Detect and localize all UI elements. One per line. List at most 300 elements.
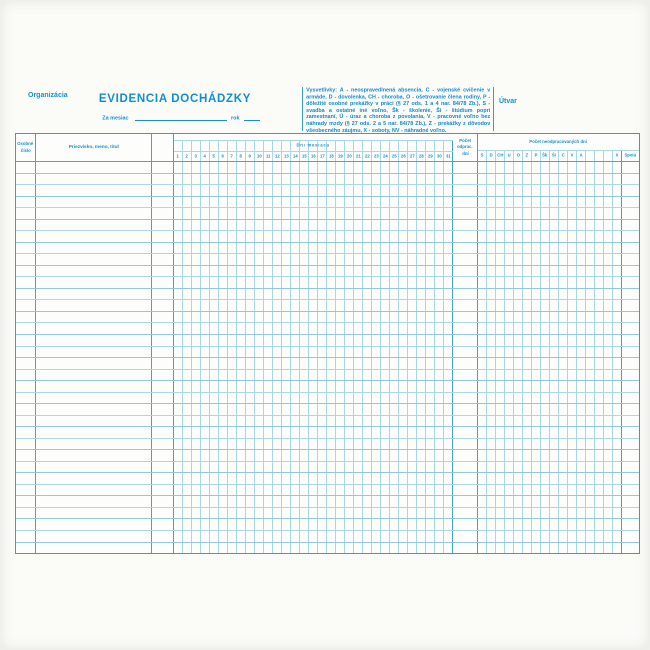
cell-notworked — [496, 197, 505, 208]
cell-notworked — [559, 416, 568, 427]
cell-notworked — [586, 254, 595, 265]
cell-notworked — [505, 370, 514, 381]
cell-personal-no — [16, 254, 36, 265]
cell-day — [219, 312, 228, 323]
cell-day — [354, 220, 363, 231]
cell-day — [363, 508, 372, 519]
cell-day — [336, 231, 345, 242]
cell-day — [372, 508, 381, 519]
cell-day — [354, 174, 363, 185]
table-row — [16, 185, 639, 197]
day-number-cell — [246, 152, 255, 161]
cell-notworked — [478, 450, 487, 461]
cell-day — [363, 312, 372, 323]
cell-day — [219, 358, 228, 369]
cell-day — [363, 439, 372, 450]
cell-notworked — [613, 220, 622, 231]
cell-day — [192, 370, 201, 381]
cell-day — [273, 416, 282, 427]
cell-notworked — [568, 473, 577, 484]
notworked-letter-cell-text: D — [489, 153, 493, 159]
day-week-cell — [174, 141, 183, 151]
cell-notworked — [568, 185, 577, 196]
cell-day — [183, 312, 192, 323]
cell-day — [354, 404, 363, 415]
day-number-cell — [426, 152, 435, 161]
cell-day — [246, 185, 255, 196]
cell-notworked — [487, 496, 496, 507]
cell-day — [273, 370, 282, 381]
cell-personal-no — [16, 531, 36, 542]
cell-day — [408, 185, 417, 196]
cell-day — [201, 174, 210, 185]
cell-day — [417, 220, 426, 231]
cell-day — [363, 174, 372, 185]
day-number-cell-text: 21 — [355, 154, 361, 159]
cell-day — [264, 335, 273, 346]
cell-notworked — [613, 335, 622, 346]
cell-notworked — [487, 266, 496, 277]
cell-day — [399, 531, 408, 542]
cell-day — [192, 312, 201, 323]
cell-day — [363, 162, 372, 173]
cell-notworked — [604, 473, 613, 484]
cell-name — [36, 197, 152, 208]
cell-day — [264, 358, 273, 369]
cell-day — [381, 439, 390, 450]
cell-notworked — [505, 289, 514, 300]
cell-day — [354, 427, 363, 438]
cell-notworked — [478, 254, 487, 265]
cell-day — [399, 231, 408, 242]
cell-notworked — [559, 231, 568, 242]
cell-notworked — [595, 439, 604, 450]
cell-notworked — [568, 347, 577, 358]
cell-day — [327, 254, 336, 265]
cell-day — [426, 473, 435, 484]
cell-notworked — [568, 496, 577, 507]
cell-personal-no — [16, 185, 36, 196]
cell-day — [354, 416, 363, 427]
cell-personal-no — [16, 485, 36, 496]
cell-day — [318, 323, 327, 334]
cell-notworked — [586, 496, 595, 507]
cell-notworked — [532, 208, 541, 219]
cell-notworked — [550, 323, 559, 334]
cell-day — [273, 185, 282, 196]
cell-day — [273, 289, 282, 300]
cell-day — [345, 508, 354, 519]
cell-notworked — [559, 450, 568, 461]
cell-day — [201, 370, 210, 381]
cell-day — [417, 416, 426, 427]
cell-notworked — [514, 393, 523, 404]
cell-notworked — [523, 508, 532, 519]
cell-day — [390, 381, 399, 392]
cell-notworked — [595, 473, 604, 484]
cell-day — [246, 473, 255, 484]
cell-day — [183, 220, 192, 231]
cell-day — [183, 416, 192, 427]
cell-notworked — [514, 231, 523, 242]
cell-day — [417, 289, 426, 300]
cell-worked — [453, 347, 478, 358]
cell-worked — [453, 243, 478, 254]
cell-notworked — [541, 208, 550, 219]
cell-notworked — [595, 243, 604, 254]
cell-notworked — [595, 185, 604, 196]
cell-name — [36, 496, 152, 507]
organization-label — [28, 84, 68, 102]
cell-day — [201, 485, 210, 496]
cell-day — [210, 220, 219, 231]
cell-notworked — [487, 335, 496, 346]
cell-day — [381, 450, 390, 461]
cell-day — [174, 543, 183, 554]
table-row — [16, 427, 639, 439]
cell-day — [372, 450, 381, 461]
cell-notworked — [613, 439, 622, 450]
cell-day — [237, 162, 246, 173]
cell-day — [408, 300, 417, 311]
cell-total — [622, 450, 639, 461]
cell-day — [246, 266, 255, 277]
day-number-cell-text: 8 — [239, 154, 243, 159]
cell-note — [152, 289, 174, 300]
cell-name — [36, 277, 152, 288]
cell-notworked — [559, 300, 568, 311]
cell-day — [219, 174, 228, 185]
cell-note — [152, 174, 174, 185]
cell-day — [291, 427, 300, 438]
cell-day — [408, 496, 417, 507]
cell-day — [183, 300, 192, 311]
cell-notworked — [577, 496, 586, 507]
cell-notworked — [478, 312, 487, 323]
cell-day — [444, 450, 453, 461]
table-row — [16, 254, 639, 266]
cell-day — [219, 381, 228, 392]
cell-notworked — [604, 197, 613, 208]
day-number-cell — [354, 152, 363, 161]
cell-notworked — [496, 508, 505, 519]
cell-day — [354, 358, 363, 369]
cell-day — [219, 243, 228, 254]
cell-notworked — [487, 508, 496, 519]
cell-notworked — [613, 450, 622, 461]
cell-notworked — [613, 370, 622, 381]
cell-day — [435, 381, 444, 392]
cell-day — [390, 243, 399, 254]
cell-day — [327, 185, 336, 196]
cell-notworked — [604, 543, 613, 554]
cell-day — [381, 427, 390, 438]
cell-day — [426, 185, 435, 196]
cell-day — [282, 485, 291, 496]
cell-worked — [453, 450, 478, 461]
cell-notworked — [478, 289, 487, 300]
cell-day — [201, 243, 210, 254]
cell-day — [291, 496, 300, 507]
day-number-cell-text: 22 — [364, 154, 370, 159]
cell-notworked — [541, 462, 550, 473]
day-number-cell — [444, 152, 453, 161]
cell-day — [201, 208, 210, 219]
cell-day — [255, 266, 264, 277]
cell-notworked — [586, 543, 595, 554]
cell-day — [444, 543, 453, 554]
cell-day — [264, 450, 273, 461]
cell-day — [210, 450, 219, 461]
cell-day — [264, 543, 273, 554]
cell-notworked — [559, 289, 568, 300]
cell-day — [336, 254, 345, 265]
cell-notworked — [487, 381, 496, 392]
cell-day — [336, 531, 345, 542]
cell-worked — [453, 485, 478, 496]
cell-day — [201, 427, 210, 438]
cell-day — [174, 531, 183, 542]
cell-day — [183, 323, 192, 334]
cell-day — [255, 243, 264, 254]
cell-day — [417, 208, 426, 219]
cell-day — [201, 393, 210, 404]
cell-day — [390, 370, 399, 381]
cell-notworked — [532, 335, 541, 346]
day-week-cell — [192, 141, 201, 151]
cell-day — [183, 439, 192, 450]
cell-day — [363, 220, 372, 231]
cell-notworked — [559, 462, 568, 473]
cell-day — [381, 300, 390, 311]
cell-day — [345, 266, 354, 277]
cell-day — [255, 300, 264, 311]
cell-notworked — [532, 197, 541, 208]
cell-notworked — [523, 266, 532, 277]
cell-notworked — [595, 485, 604, 496]
cell-notworked — [532, 427, 541, 438]
cell-day — [291, 462, 300, 473]
cell-day — [444, 370, 453, 381]
cell-notworked — [550, 254, 559, 265]
notworked-letter-cell — [595, 151, 604, 161]
cell-day — [336, 473, 345, 484]
cell-notworked — [541, 531, 550, 542]
cell-notworked — [487, 174, 496, 185]
cell-notworked — [595, 254, 604, 265]
cell-day — [345, 231, 354, 242]
cell-day — [264, 312, 273, 323]
cell-notworked — [514, 381, 523, 392]
cell-day — [255, 208, 264, 219]
cell-day — [282, 393, 291, 404]
cell-day — [300, 450, 309, 461]
table-row — [16, 220, 639, 232]
cell-notworked — [586, 485, 595, 496]
cell-day — [399, 370, 408, 381]
cell-day — [300, 370, 309, 381]
cell-notworked — [478, 208, 487, 219]
notworked-letter-cell-text: P — [534, 153, 538, 159]
cell-day — [363, 358, 372, 369]
cell-day — [291, 485, 300, 496]
day-week-cell — [444, 141, 453, 151]
cell-day — [183, 496, 192, 507]
cell-day — [408, 450, 417, 461]
cell-day — [426, 496, 435, 507]
cell-day — [345, 427, 354, 438]
cell-day — [228, 289, 237, 300]
cell-day — [417, 231, 426, 242]
cell-day — [291, 185, 300, 196]
cell-notworked — [586, 185, 595, 196]
cell-day — [309, 312, 318, 323]
cell-notworked — [568, 266, 577, 277]
cell-day — [426, 266, 435, 277]
cell-day — [174, 370, 183, 381]
cell-note — [152, 358, 174, 369]
notworked-letter-cell — [514, 151, 523, 161]
cell-day — [435, 519, 444, 530]
notworked-letter-cell-text: CH — [496, 153, 504, 159]
cell-day — [228, 243, 237, 254]
cell-notworked — [559, 323, 568, 334]
cell-day — [174, 243, 183, 254]
cell-day — [273, 404, 282, 415]
cell-day — [426, 439, 435, 450]
cell-day — [237, 185, 246, 196]
cell-notworked — [568, 370, 577, 381]
day-week-cell — [399, 141, 408, 151]
cell-notworked — [595, 174, 604, 185]
cell-notworked — [604, 208, 613, 219]
cell-day — [399, 485, 408, 496]
cell-total — [622, 197, 639, 208]
cell-day — [255, 485, 264, 496]
cell-notworked — [496, 496, 505, 507]
cell-total — [622, 381, 639, 392]
cell-day — [399, 300, 408, 311]
cell-notworked — [487, 473, 496, 484]
day-number-cell-text: 11 — [265, 154, 271, 159]
cell-day — [408, 208, 417, 219]
cell-day — [246, 381, 255, 392]
notworked-group-label-row — [478, 134, 639, 151]
cell-notworked — [550, 335, 559, 346]
cell-day — [426, 277, 435, 288]
notworked-letter-cell-text: V — [570, 153, 574, 159]
cell-day — [444, 197, 453, 208]
cell-day — [201, 289, 210, 300]
table-row — [16, 531, 639, 543]
cell-day — [201, 416, 210, 427]
cell-total — [622, 266, 639, 277]
cell-notworked — [586, 312, 595, 323]
cell-notworked — [604, 370, 613, 381]
cell-day — [255, 197, 264, 208]
cell-notworked — [604, 289, 613, 300]
cell-notworked — [514, 473, 523, 484]
cell-day — [264, 416, 273, 427]
header-worked-line1: Počet — [459, 138, 471, 143]
cell-day — [309, 300, 318, 311]
cell-worked — [453, 416, 478, 427]
cell-day — [318, 370, 327, 381]
cell-day — [183, 427, 192, 438]
cell-notworked — [514, 347, 523, 358]
cell-note — [152, 277, 174, 288]
header-note — [152, 134, 174, 161]
cell-day — [282, 427, 291, 438]
cell-worked — [453, 381, 478, 392]
cell-notworked — [613, 485, 622, 496]
cell-day — [327, 347, 336, 358]
cell-day — [291, 335, 300, 346]
table-row — [16, 347, 639, 359]
cell-day — [309, 519, 318, 530]
cell-day — [435, 508, 444, 519]
cell-notworked — [532, 439, 541, 450]
cell-day — [417, 508, 426, 519]
cell-notworked — [568, 231, 577, 242]
cell-day — [426, 289, 435, 300]
cell-day — [300, 323, 309, 334]
cell-day — [381, 254, 390, 265]
cell-day — [327, 162, 336, 173]
cell-day — [336, 220, 345, 231]
cell-notworked — [595, 462, 604, 473]
cell-notworked — [550, 508, 559, 519]
cell-notworked — [541, 439, 550, 450]
cell-notworked — [523, 439, 532, 450]
cell-day — [372, 519, 381, 530]
cell-notworked — [532, 231, 541, 242]
cell-day — [237, 393, 246, 404]
cell-day — [417, 543, 426, 554]
cell-day — [309, 289, 318, 300]
cell-notworked — [577, 220, 586, 231]
cell-day — [399, 416, 408, 427]
cell-day — [408, 243, 417, 254]
cell-notworked — [613, 381, 622, 392]
cell-day — [192, 496, 201, 507]
cell-personal-no — [16, 208, 36, 219]
cell-day — [336, 312, 345, 323]
cell-day — [354, 197, 363, 208]
cell-day — [372, 543, 381, 554]
cell-notworked — [523, 243, 532, 254]
cell-day — [318, 335, 327, 346]
cell-day — [246, 220, 255, 231]
cell-day — [210, 266, 219, 277]
cell-day — [183, 404, 192, 415]
cell-day — [354, 450, 363, 461]
cell-day — [417, 531, 426, 542]
header-notworked-group — [478, 134, 639, 161]
cell-day — [444, 185, 453, 196]
cell-day — [435, 277, 444, 288]
cell-day — [273, 208, 282, 219]
cell-day — [327, 485, 336, 496]
cell-day — [228, 185, 237, 196]
cell-notworked — [577, 300, 586, 311]
cell-day — [291, 300, 300, 311]
cell-day — [192, 404, 201, 415]
cell-day — [282, 462, 291, 473]
cell-notworked — [523, 323, 532, 334]
cell-notworked — [604, 381, 613, 392]
cell-name — [36, 289, 152, 300]
